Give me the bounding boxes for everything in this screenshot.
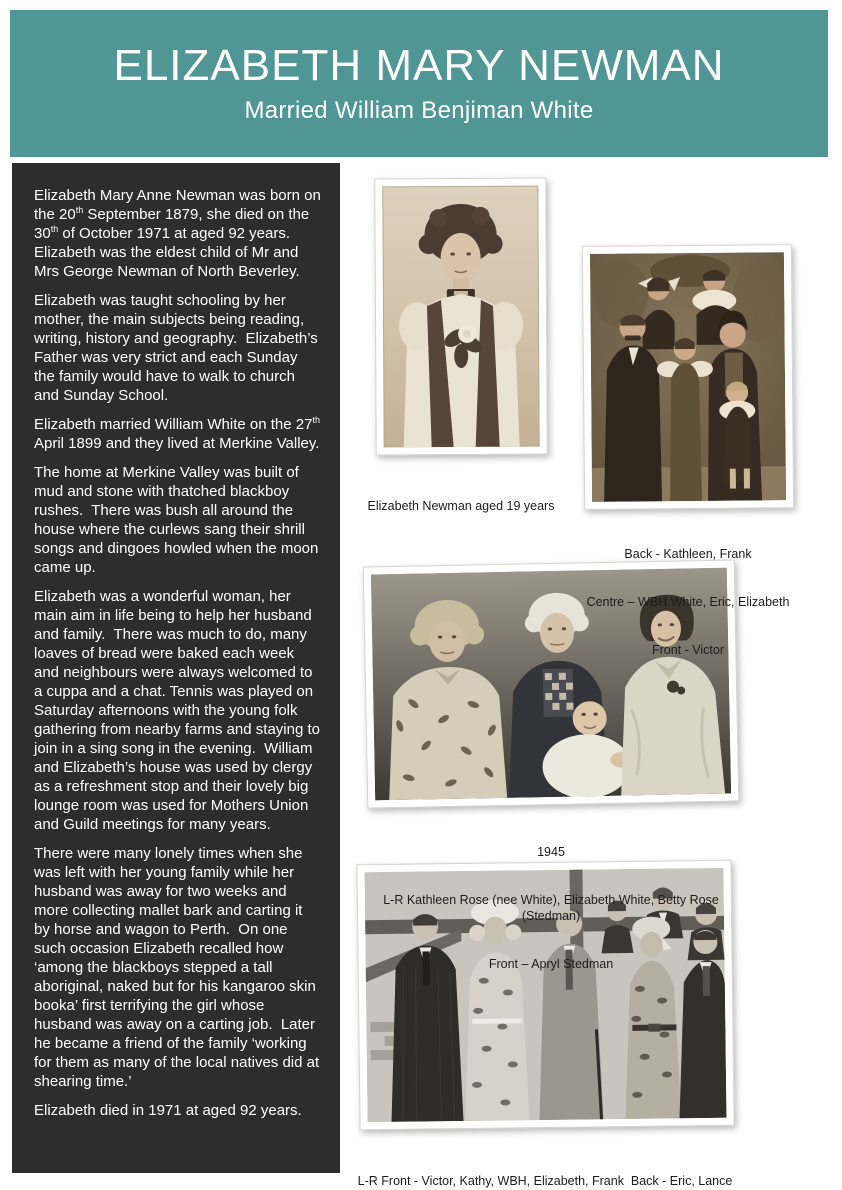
biography-panel bbox=[12, 163, 340, 1173]
photo-caption-elizabeth-19 bbox=[356, 466, 566, 546]
caption-line: Elizabeth Newman aged 19 years bbox=[367, 499, 555, 513]
caption-line: Front - Victor bbox=[651, 643, 724, 657]
caption-line: L-R Front - Victor, Kathy, WBH, Elizabeth, Frank Back - Eric, Lance bbox=[357, 1174, 733, 1188]
biography-paragraph: Elizabeth married William White on the 27th April 1899 and they lived at Merkine Valley. bbox=[34, 415, 324, 452]
biography-paragraph: There were many lonely times when she was left with her young family while her husband was away for two weeks and more collecting mallet bark and carting it by horse and wagon to Perth. On one such occasion Elizabeth recalled how ‘among the blackboys stepped a tall aboriginal, naked but for his kangaroo skin booka’ first terrifying the girl whose husband was away on a carting job. Later he became a friend of the family ‘working for them as many of the local natives did at shearing time.’ bbox=[34, 845, 324, 1090]
caption-line: Front – Apryl Stedman bbox=[488, 957, 614, 971]
biography-paragraph: The home at Merkine Valley was built of mud and stone with thatched blackboy rushes. There was bush all around the house where the curlews sang their shrill songs and dingoes howled when the moon came up. bbox=[34, 464, 323, 576]
portrait-photo-image bbox=[382, 186, 539, 448]
photo-caption-four-generations bbox=[366, 812, 736, 1004]
page-subtitle: Married William Benjiman White bbox=[244, 96, 594, 124]
family-photo-image bbox=[590, 252, 786, 502]
photo-caption-white-family bbox=[568, 514, 808, 690]
photo-elizabeth-19 bbox=[374, 178, 547, 456]
biography-paragraph: Elizabeth Mary Anne Newman was born on the 20th September 1879, she died on the 30th of October 1971 at aged 92 years. Elizabeth was the eldest child of Mr and Mrs George Newman of North Beverley. bbox=[34, 187, 325, 280]
biography-text bbox=[34, 186, 325, 1120]
caption-line: Centre – WBH White, Eric, Elizabeth bbox=[586, 595, 790, 609]
biography-paragraph: Elizabeth was a wonderful woman, her main aim in life being to help her husband and family. There was much to do, many loaves of bread were baked each week and neighbours were always welcomed to a cuppa and a chat. Tennis was played on Saturday afternoons with the young folk gathering from nearby farms and staying to join in a sing song in the evening. William and Elizabeth’s house was used by clergy as a refreshment stop and their lovely big lounge room was used for Mothers Union and Guild meetings for many years. bbox=[34, 588, 325, 833]
photo-white-family bbox=[582, 244, 794, 510]
biography-paragraph: Elizabeth was taught schooling by her mother, the main subjects being reading, writing, history and geography. Elizabeth’s Father was very strict and each Sunday the family would have to walk to church and Sunday School. bbox=[34, 292, 322, 404]
caption-line: 1945 bbox=[537, 845, 565, 859]
caption-line: L-R Kathleen Rose (nee White), Elizabeth White, Betty Rose (Stedman) bbox=[383, 893, 723, 923]
photo-caption-family-group bbox=[345, 1141, 745, 1190]
header-banner bbox=[10, 10, 828, 157]
caption-line: Back - Kathleen, Frank bbox=[624, 547, 752, 561]
page-title: ELIZABETH MARY NEWMAN bbox=[113, 41, 725, 91]
biography-paragraph: Elizabeth died in 1971 at aged 92 years. bbox=[34, 1102, 302, 1119]
